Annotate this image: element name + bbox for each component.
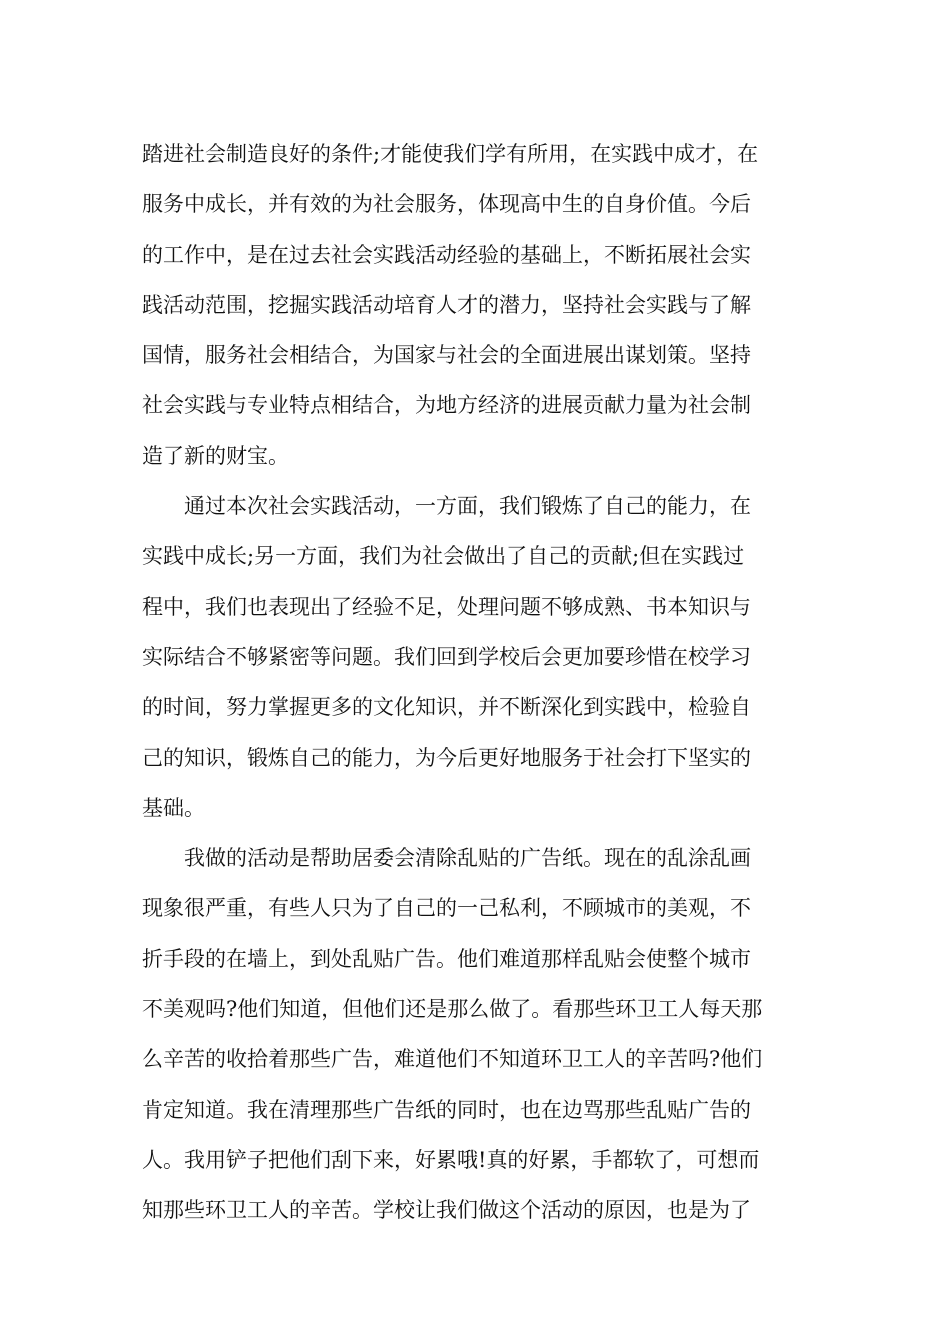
text-line: 造了新的财宝。	[142, 443, 289, 468]
text-line: 折手段的在墙上，到处乱贴广告。他们难道那样乱贴会使整个城市	[142, 946, 751, 971]
text-line: 国情，服务社会相结合，为国家与社会的全面进展出谋划策。坚持	[142, 343, 751, 368]
text-line: 社会实践与专业特点相结合，为地方经济的进展贡献力量为社会制	[142, 393, 751, 418]
text-line: 的时间，努力掌握更多的文化知识，并不断深化到实践中，检验自	[142, 695, 751, 720]
text-line: 现象很严重，有些人只为了自己的一己私利，不顾城市的美观，不	[142, 896, 751, 921]
paragraph	[142, 481, 814, 833]
text-line: 基础。	[142, 795, 205, 820]
text-line: 知那些环卫工人的辛苦。学校让我们做这个活动的原因，也是为了	[142, 1198, 751, 1223]
text-line: 的工作中，是在过去社会实践活动经验的基础上，不断拓展社会实	[142, 242, 751, 267]
text-line: 己的知识，锻炼自己的能力，为今后更好地服务于社会打下坚实的	[142, 745, 751, 770]
document-body	[142, 129, 814, 1236]
text-line: 踏进社会制造良好的条件;才能使我们学有所用，在实践中成才，在	[142, 142, 759, 166]
text-line: 实践中成长;另一方面，我们为社会做出了自己的贡献;但在实践过	[142, 544, 745, 569]
text-line: 通过本次社会实践活动，一方面，我们锻炼了自己的能力，在	[184, 494, 751, 519]
text-line: 程中，我们也表现出了经验不足，处理问题不够成熟、书本知识与	[142, 594, 751, 619]
text-line: 么辛苦的收拾着那些广告，难道他们不知道环卫工人的辛苦吗?他们	[142, 1047, 763, 1072]
text-line: 我做的活动是帮助居委会清除乱贴的广告纸。现在的乱涂乱画	[184, 846, 751, 871]
paragraph	[142, 129, 814, 481]
text-line: 肯定知道。我在清理那些广告纸的同时，也在边骂那些乱贴广告的	[142, 1097, 751, 1122]
text-line: 人。我用铲子把他们刮下来，好累哦!真的好累，手都软了，可想而	[142, 1147, 760, 1172]
text-line: 践活动范围，挖掘实践活动培育人才的潜力，坚持社会实践与了解	[142, 292, 751, 317]
paragraph	[142, 833, 814, 1235]
text-line: 不美观吗?他们知道，但他们还是那么做了。看那些环卫工人每天那	[142, 997, 763, 1022]
text-line: 服务中成长，并有效的为社会服务，体现高中生的自身价值。今后	[142, 192, 751, 217]
text-line: 实际结合不够紧密等问题。我们回到学校后会更加要珍惜在校学习	[142, 644, 751, 669]
